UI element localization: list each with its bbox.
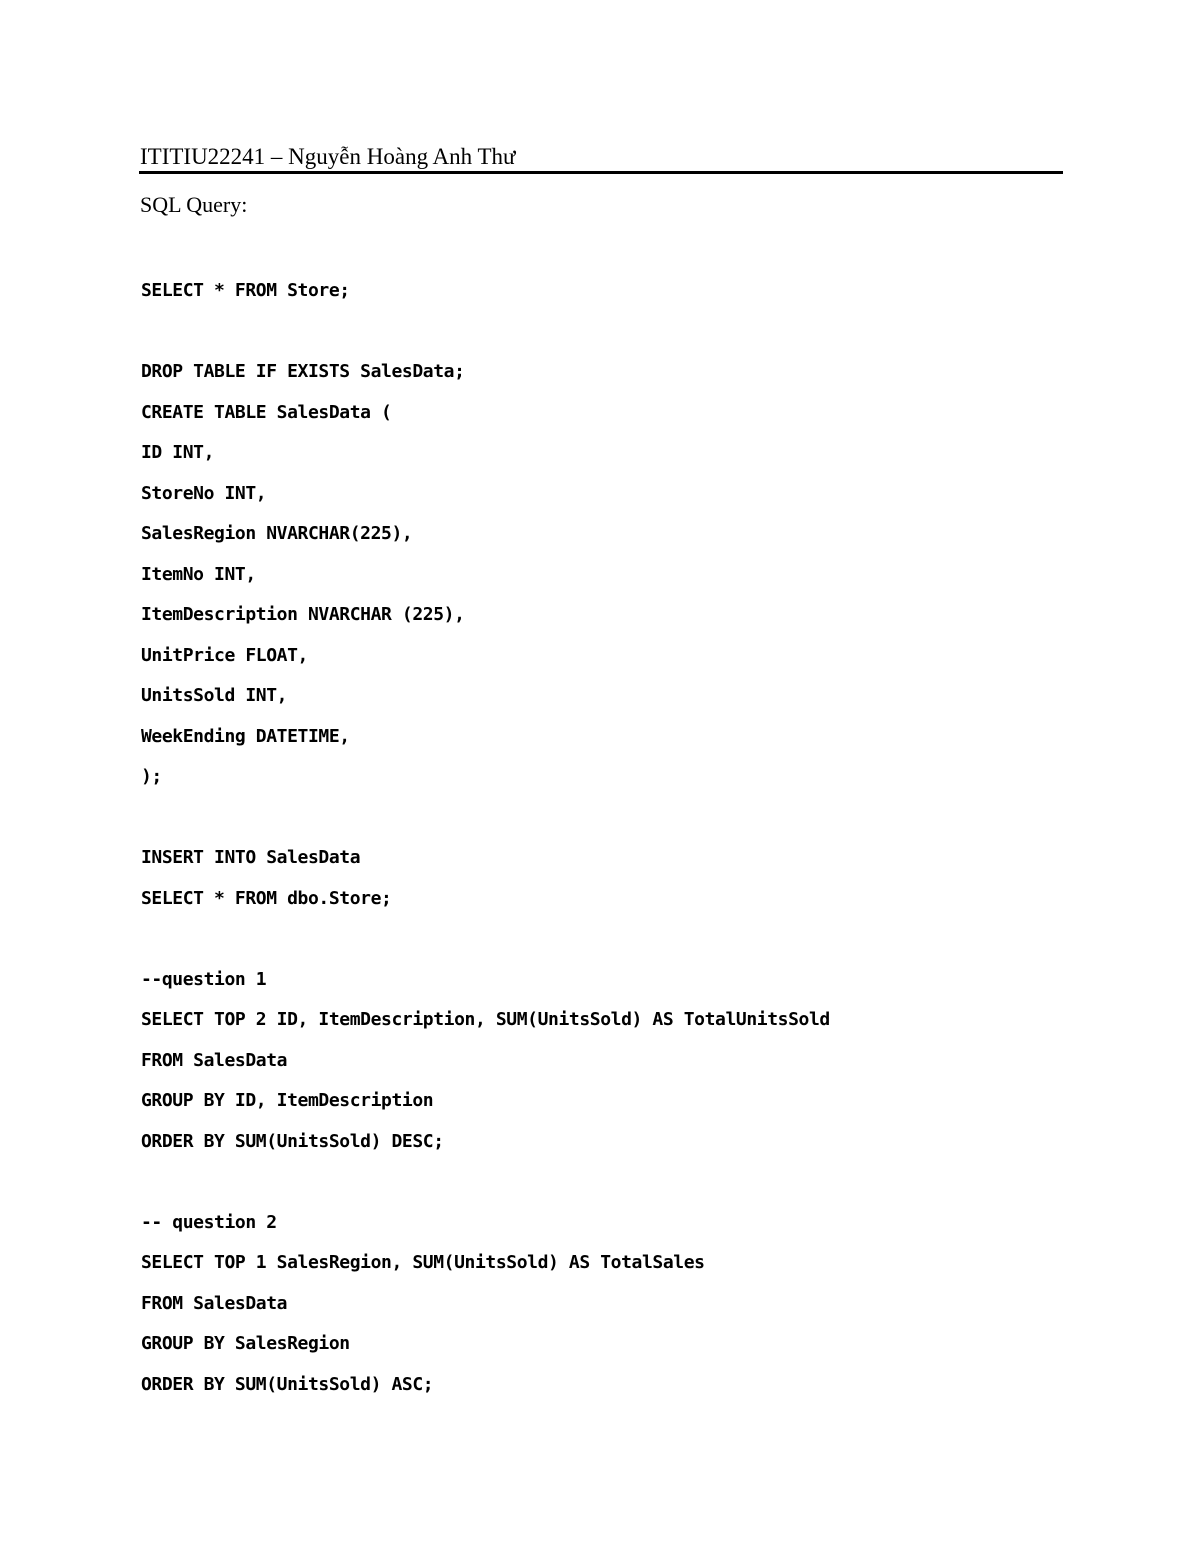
- code-line: UnitPrice FLOAT,: [141, 644, 308, 666]
- code-line: ORDER BY SUM(UnitsSold) DESC;: [141, 1130, 444, 1152]
- code-line: [141, 1171, 1141, 1212]
- sql-code-block: [141, 280, 1141, 1414]
- code-line: SELECT * FROM Store;: [141, 280, 350, 301]
- code-line: );: [141, 766, 162, 787]
- code-line: [141, 807, 1141, 848]
- code-line: DROP TABLE IF EXISTS SalesData;: [141, 361, 465, 382]
- code-line: FROM SalesData: [141, 1292, 288, 1314]
- code-line: ItemNo INT,: [141, 563, 256, 585]
- code-line: CREATE TABLE SalesData (: [141, 401, 392, 423]
- code-line: ID INT,: [141, 442, 215, 463]
- code-line: ItemDescription NVARCHAR (225),: [141, 604, 465, 625]
- code-line: FROM SalesData: [141, 1049, 288, 1071]
- code-line: GROUP BY ID, ItemDescription: [141, 1090, 434, 1111]
- code-line: --question 1: [141, 968, 267, 990]
- header-divider: [139, 171, 1063, 174]
- code-line: WeekEnding DATETIME,: [141, 725, 350, 747]
- code-line: SalesRegion NVARCHAR(225),: [141, 523, 413, 544]
- header-author-line: ITITIU22241 – Nguyễn Hoàng Anh Thư: [140, 144, 516, 169]
- code-line: GROUP BY SalesRegion: [141, 1333, 350, 1354]
- code-line: [141, 321, 1141, 362]
- code-line: [141, 928, 1141, 969]
- code-line: ORDER BY SUM(UnitsSold) ASC;: [141, 1373, 434, 1395]
- code-line: -- question 2: [141, 1211, 277, 1233]
- code-line: UnitsSold INT,: [141, 685, 288, 706]
- code-line: StoreNo INT,: [141, 482, 267, 504]
- code-line: SELECT TOP 1 SalesRegion, SUM(UnitsSold) AS TotalSales: [141, 1252, 705, 1273]
- code-line: SELECT TOP 2 ID, ItemDescription, SUM(UnitsSold) AS TotalUnitsSold: [141, 1009, 830, 1030]
- code-line: SELECT * FROM dbo.Store;: [141, 887, 392, 909]
- section-title: SQL Query:: [140, 192, 248, 217]
- code-line: INSERT INTO SalesData: [141, 847, 361, 868]
